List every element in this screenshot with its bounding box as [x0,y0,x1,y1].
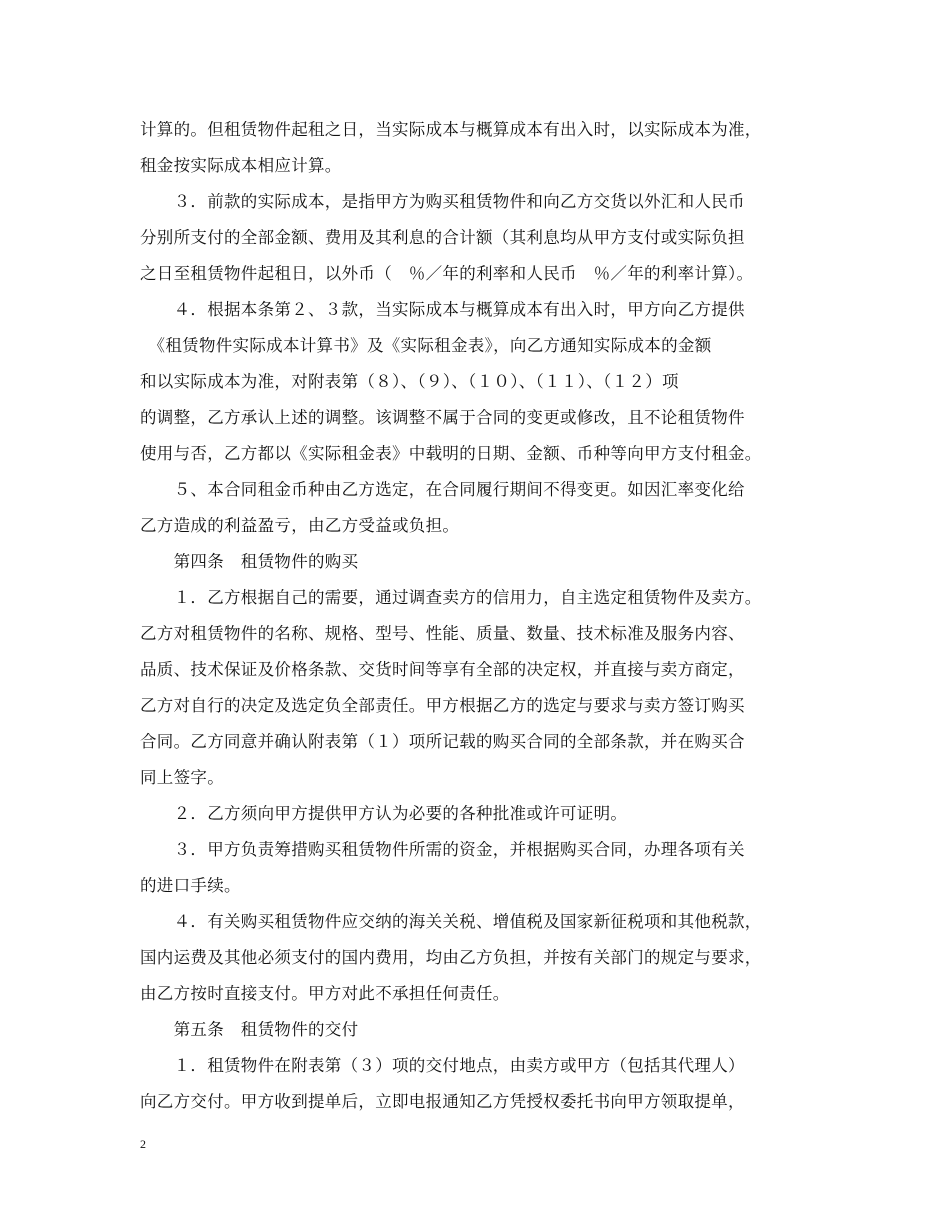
text-line: 品质、技术保证及价格条款、交货时间等享有全部的决定权，并直接与卖方商定， [140,660,745,679]
text-line: 的进口手续。 [140,876,241,895]
text-line: 计算的。但租赁物件起租之日，当实际成本与概算成本有出入时，以实际成本为准， [140,120,762,139]
text-line: 同上签字。 [140,768,224,787]
text-line: ３．甲方负责筹措购买租赁物件所需的资金，并根据购买合同，办理各项有关 [140,840,745,859]
text-line: 合同。乙方同意并确认附表第（１）项所记载的购买合同的全部条款，并在购买合 [140,732,745,751]
text-line: 国内运费及其他必须支付的国内费用，均由乙方负担，并按有关部门的规定与要求， [140,948,762,967]
text-line: 乙方对租赁物件的名称、规格、型号、性能、质量、数量、技术标准及服务内容、 [140,624,745,643]
text-line: 分别所支付的全部金额、费用及其利息的合计额（其利息均从甲方支付或实际负担 [140,228,745,247]
text-line: 和以实际成本为准，对附表第（８）、（９）、（１０）、（１１）、（１２）项 [140,372,679,391]
text-line: 之日至租赁物件起租日，以外币（ ％／年的利率和人民币 ％／年的利率计算）。 [140,264,754,283]
section-heading: 第四条 租赁物件的购买 [140,552,359,571]
text-line: １．租赁物件在附表第（３）项的交付地点，由卖方或甲方（包括其代理人） [140,1056,745,1075]
text-line: ２．乙方须向甲方提供甲方认为必要的各种批准或许可证明。 [140,804,628,823]
text-line: 向乙方交付。甲方收到提单后，立即电报通知乙方凭授权委托书向甲方领取提单， [140,1092,745,1111]
text-line: 由乙方按时直接支付。甲方对此不承担任何责任。 [140,984,510,1003]
text-line: ４．有关购买租赁物件应交纳的海关关税、增值税及国家新征税项和其他税款， [140,912,762,931]
section-heading: 第五条 租赁物件的交付 [140,1020,359,1039]
text-line: 租金按实际成本相应计算。 [140,156,342,175]
text-line: 乙方造成的利益盈亏，由乙方受益或负担。 [140,516,460,535]
text-line: 使用与否，乙方都以《实际租金表》中载明的日期、金额、币种等向甲方支付租金。 [140,444,762,463]
text-line: ４．根据本条第２、３款，当实际成本与概算成本有出入时，甲方向乙方提供 [140,300,745,319]
text-line: 《租赁物件实际成本计算书》及《实际租金表》，向乙方通知实际成本的金额 [140,336,712,355]
page-number: 2 [140,1137,146,1151]
text-line: 乙方对自行的决定及选定负全部责任。甲方根据乙方的选定与要求与卖方签订购买 [140,696,745,715]
text-line: ５、本合同租金币种由乙方选定，在合同履行期间不得变更。如因汇率变化给 [140,480,745,499]
text-line: ３．前款的实际成本，是指甲方为购买租赁物件和向乙方交货以外汇和人民币 [140,192,745,211]
text-line: １．乙方根据自己的需要，通过调查卖方的信用力，自主选定租赁物件及卖方。 [140,588,762,607]
text-line: 的调整，乙方承认上述的调整。该调整不属于合同的变更或修改，且不论租赁物件 [140,408,745,427]
